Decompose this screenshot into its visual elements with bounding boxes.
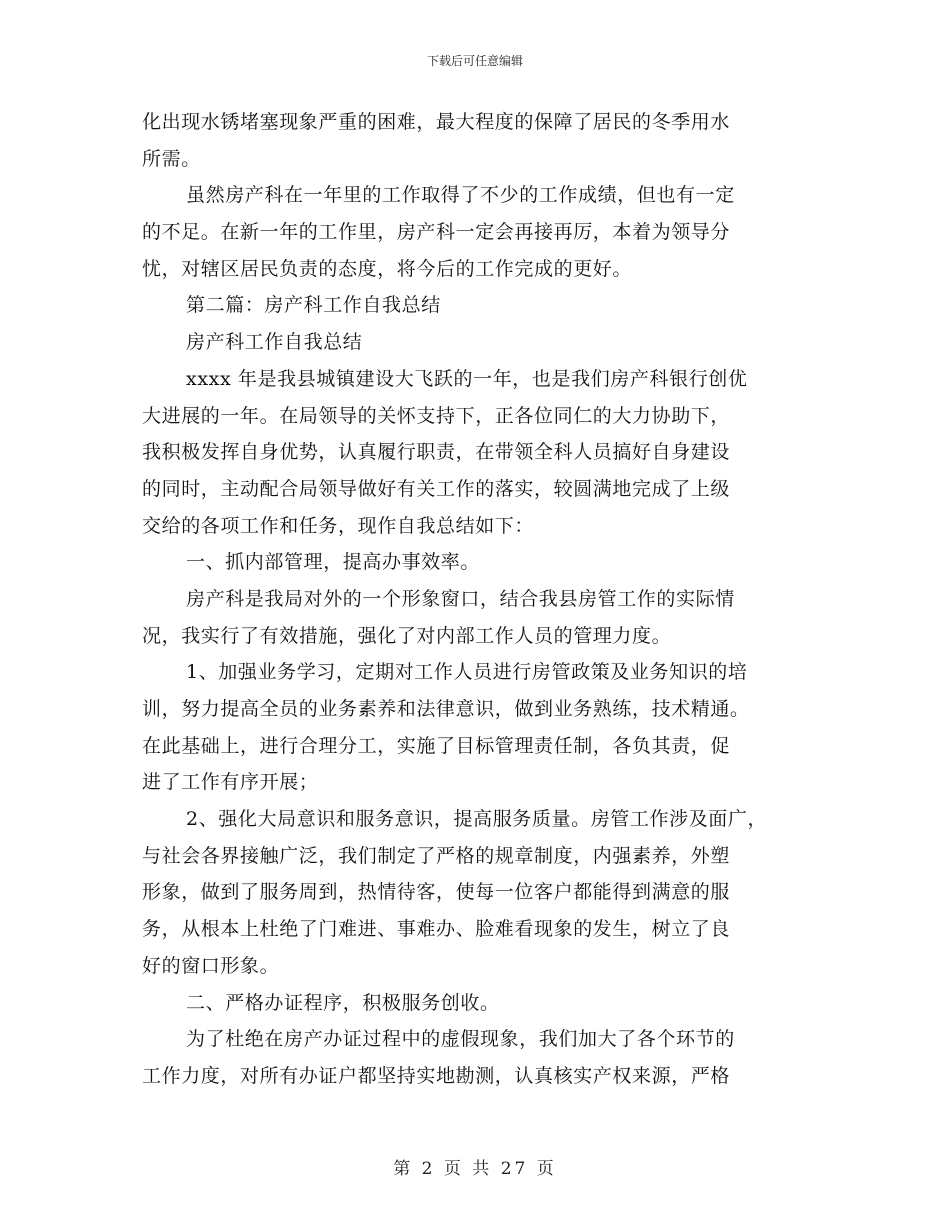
text-line: 房产科工作自我总结 — [186, 331, 363, 354]
text-line: 所需。 — [142, 147, 201, 170]
text-line: 况，我实行了有效措施，强化了对内部工作人员的管理力度。 — [142, 624, 672, 647]
text-line: 房产科是我局对外的一个形象窗口，结合我县房管工作的实际情 — [186, 587, 735, 610]
text-line: 一、抓内部管理，提高办事效率。 — [186, 551, 481, 574]
text-line: 形象，做到了服务周到，热情待客，使每一位客户都能得到满意的服 — [142, 881, 731, 904]
page-footer: 第 2 页 共 27 页 — [393, 1159, 557, 1179]
text-line: 1、加强业务学习，定期对工作人员进行房管政策及业务知识的培 — [186, 661, 748, 684]
text-line: 工作力度，对所有办证户都坚持实地勘测，认真核实产权来源，严格 — [142, 1064, 731, 1087]
document-body — [142, 104, 802, 1095]
text-line: 交给的各项工作和任务，现作自我总结如下： — [142, 514, 535, 537]
text-line: 与社会各界接触广泛，我们制定了严格的规章制度，内强素养，外塑 — [142, 844, 731, 867]
text-line: 化出现水锈堵塞现象严重的困难，最大程度的保障了居民的冬季用水 — [142, 111, 731, 133]
text-line: 在此基础上，进行合理分工，实施了目标管理责任制，各负其责，促 — [142, 734, 731, 757]
text-line: 务，从根本上杜绝了门难进、事难办、脸难看现象的发生，树立了良 — [142, 918, 731, 941]
text-line: 大进展的一年。在局领导的关怀支持下，正各位同仁的大力协助下， — [142, 404, 731, 427]
text-line: 忧，对辖区居民负责的态度，将今后的工作完成的更好。 — [142, 257, 633, 280]
text-line: 二、严格办证程序，积极服务创收。 — [186, 991, 500, 1014]
text-line: 训，努力提高全员的业务素养和法律意识，做到业务熟练，技术精通。 — [142, 698, 750, 720]
text-line: 为了杜绝在房产办证过程中的虚假现象，我们加大了各个环节的 — [186, 1028, 735, 1051]
text-line: 第二篇：房产科工作自我总结 — [186, 294, 441, 317]
text-line: 虽然房产科在一年里的工作取得了不少的工作成绩，但也有一定 — [186, 184, 735, 207]
text-line: 的同时，主动配合局领导做好有关工作的落实，较圆满地完成了上级 — [142, 477, 731, 500]
text-line: 我积极发挥自身优势，认真履行职责，在带领全科人员搞好自身建设 — [142, 441, 731, 464]
text-line: 的不足。在新一年的工作里，房产科一定会再接再厉，本着为领导分 — [142, 221, 731, 244]
text-line: 进了工作有序开展； — [142, 771, 319, 794]
text-line: 2、强化大局意识和服务意识，提高服务质量。房管工作涉及面广， — [186, 808, 768, 831]
text-line: 好的窗口形象。 — [142, 954, 280, 977]
page-header: 下载后可任意编辑 — [426, 54, 523, 68]
text-line: xxxx 年是我县城镇建设大飞跃的一年，也是我们房产科银行创优 — [186, 367, 748, 390]
